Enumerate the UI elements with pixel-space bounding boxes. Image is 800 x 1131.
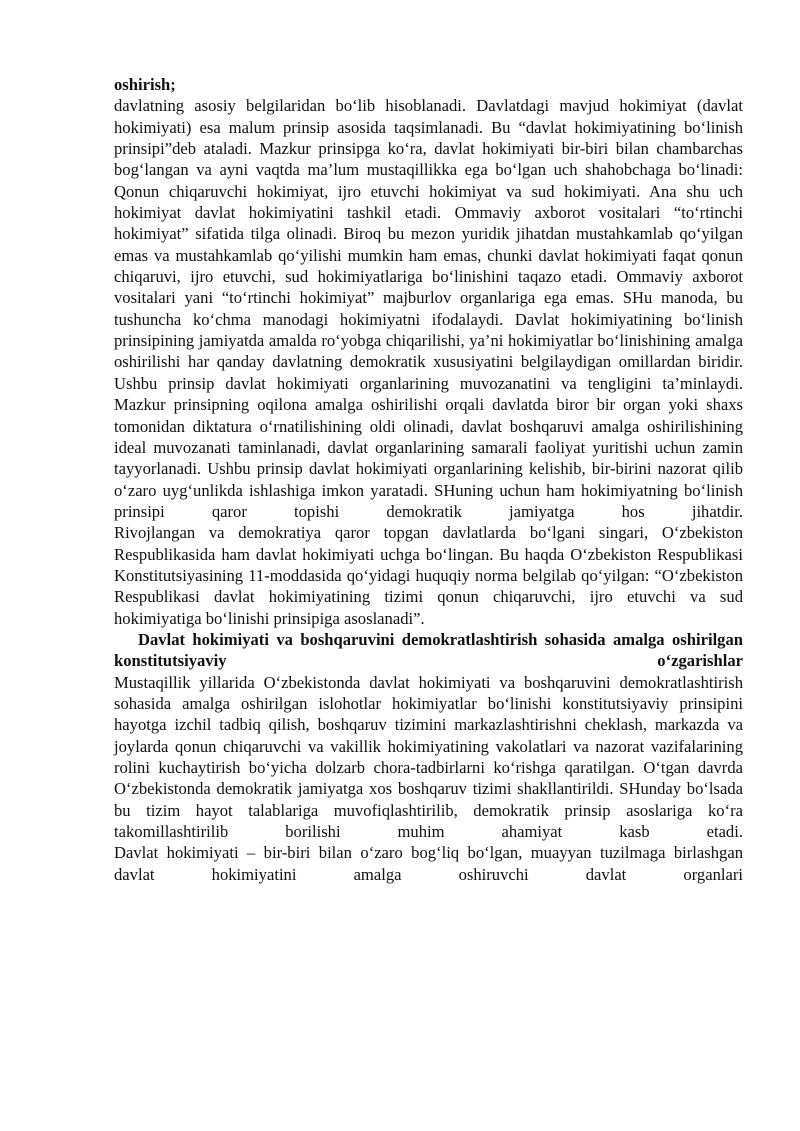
paragraph-principle-balance: Ushbu prinsip davlat hokimiyati organlarining muvozanatini va tengligini ta’minlaydi. Mazkur prinsipning oqilona amalga oshirilishi orqali davlatda biror bir organ yoki shaxs tomonidan diktatura o‘rnatilishining oldi olinadi, davlat boshqaruvi amalga oshirilishining ideal muvozanati taminlanadi, davlat organlarining samarali faoliyat yuritishi uchun zamin tayyorlanadi. Ushbu prinsip davlat hokimiyati organlarining kelishib, bir-birini nazorat qilib o‘zaro uyg‘unlikda ishlashiga imkon yaratadi. SHuning uchun ham hokimiyatning bo‘linish prinsipi qaror topishi demokratik jamiyatga hos jihatdir. — [114, 373, 743, 521]
lead-fragment: oshirish; — [114, 75, 176, 94]
paragraph-state-power-definition: Davlat hokimiyati – bir-biri bilan o‘zaro bog‘liq bo‘lgan, muayyan tuzilmaga birlashgan davlat hokimiyatini amalga oshiruvchi davlat organlari — [114, 843, 743, 884]
section-heading: Davlat hokimiyati va boshqaruvini demokratlashtirish sohasida amalga oshirilgan konstitutsiyaviy o‘zgarishlar — [114, 629, 743, 671]
paragraph-reforms: Mustaqillik yillarida O‘zbekistonda davlat hokimiyati va boshqaruvini demokratlashtirish sohasida amalga oshirilgan islohotlar hokimiyatlar bo‘linishi konstitutsiyaviy prinsipini hayotga izchil tadbiq qilish, boshqaruv tizimini markazlashtirishni cheklash, markazda va joylarda qonun chiqaruvchi va vakillik hokimiyatining vakolatlari va nazorat vazifalarining rolini kuchaytirish bo‘yicha dolzarb chora-tadbirlarni ko‘rishga qaratilgan. O‘tgan davrda O‘zbekistonda demokratik jamiyatga xos boshqaruv tizimi shakllantirildi. SHunday bo‘lsada bu tizim hayot talablariga muvofiqlashtirilib, demokratik prinsip asoslariga ko‘ra takomillashtirilib borilishi muhim ahamiyat kasb etadi. — [114, 672, 743, 842]
paragraph-separation-of-powers: davlatning asosiy belgilaridan bo‘lib hisoblanadi. Davlatdagi mavjud hokimiyat (davlat hokimiyati) esa malum prinsip asosida taqsimlanadi. Bu “davlat hokimiyatining bo‘linish prinsipi”deb ataladi. Mazkur prinsipga ko‘ra, davlat hokimiyati bir-biri bilan chambarchas bog‘langan va ayni vaqtda ma’lum mustaqillikka ega bo‘lgan uch shahobchaga bo‘linadi: Qonun chiqaruvchi hokimiyat, ijro etuvchi hokimiyat va sud hokimiyati. Ana shu uch hokimiyat davlat hokimiyatini tashkil etadi. Ommaviy axborot vositalari “to‘rtinchi hokimiyat” sifatida tilga olinadi. Biroq bu mezon yuridik jihatdan mustahkamlab qo‘yilgan emas va mustahkamlab qo‘yilishi mumkin ham emas, chunki davlat hokimiyati faqat qonun chiqaruvi, ijro etuvchi, sud hokimiyatlariga bo‘linishini taqazo etadi. Ommaviy axborot vositalari yani “to‘rtinchi hokimiyat” majburlov organlariga ega emas. SHu manoda, bu tushuncha ko‘chma manodagi hokimiyatni ifodalaydi. Davlat hokimiyatining bo‘linish prinsipining jamiyatda amalda ro‘yobga chiqarilishi, ya’ni hokimiyatlar bo‘linishining amalga oshirilishi har qanday davlatning demokratik xususiyatini belgilaydigan omillardan biridir. — [114, 96, 743, 372]
paragraph-uzbekistan-constitution: Rivojlangan va demokratiya qaror topgan davlatlarda bo‘lgani singari, O‘zbekiston Respublikasida ham davlat hokimiyati uchga bo‘lingan. Bu haqda O‘zbekiston Respublikasi Konstitutsiyasining 11-moddasida qo‘yidagi huquqiy norma belgilab qo‘yilgan: “O‘zbekiston Respublikasi davlat hokimiyatining tizimi qonun chiqaruvchi, ijro etuvchi va sud hokimiyatiga bo‘linishi prinsipiga asoslanadi”. — [114, 523, 743, 628]
